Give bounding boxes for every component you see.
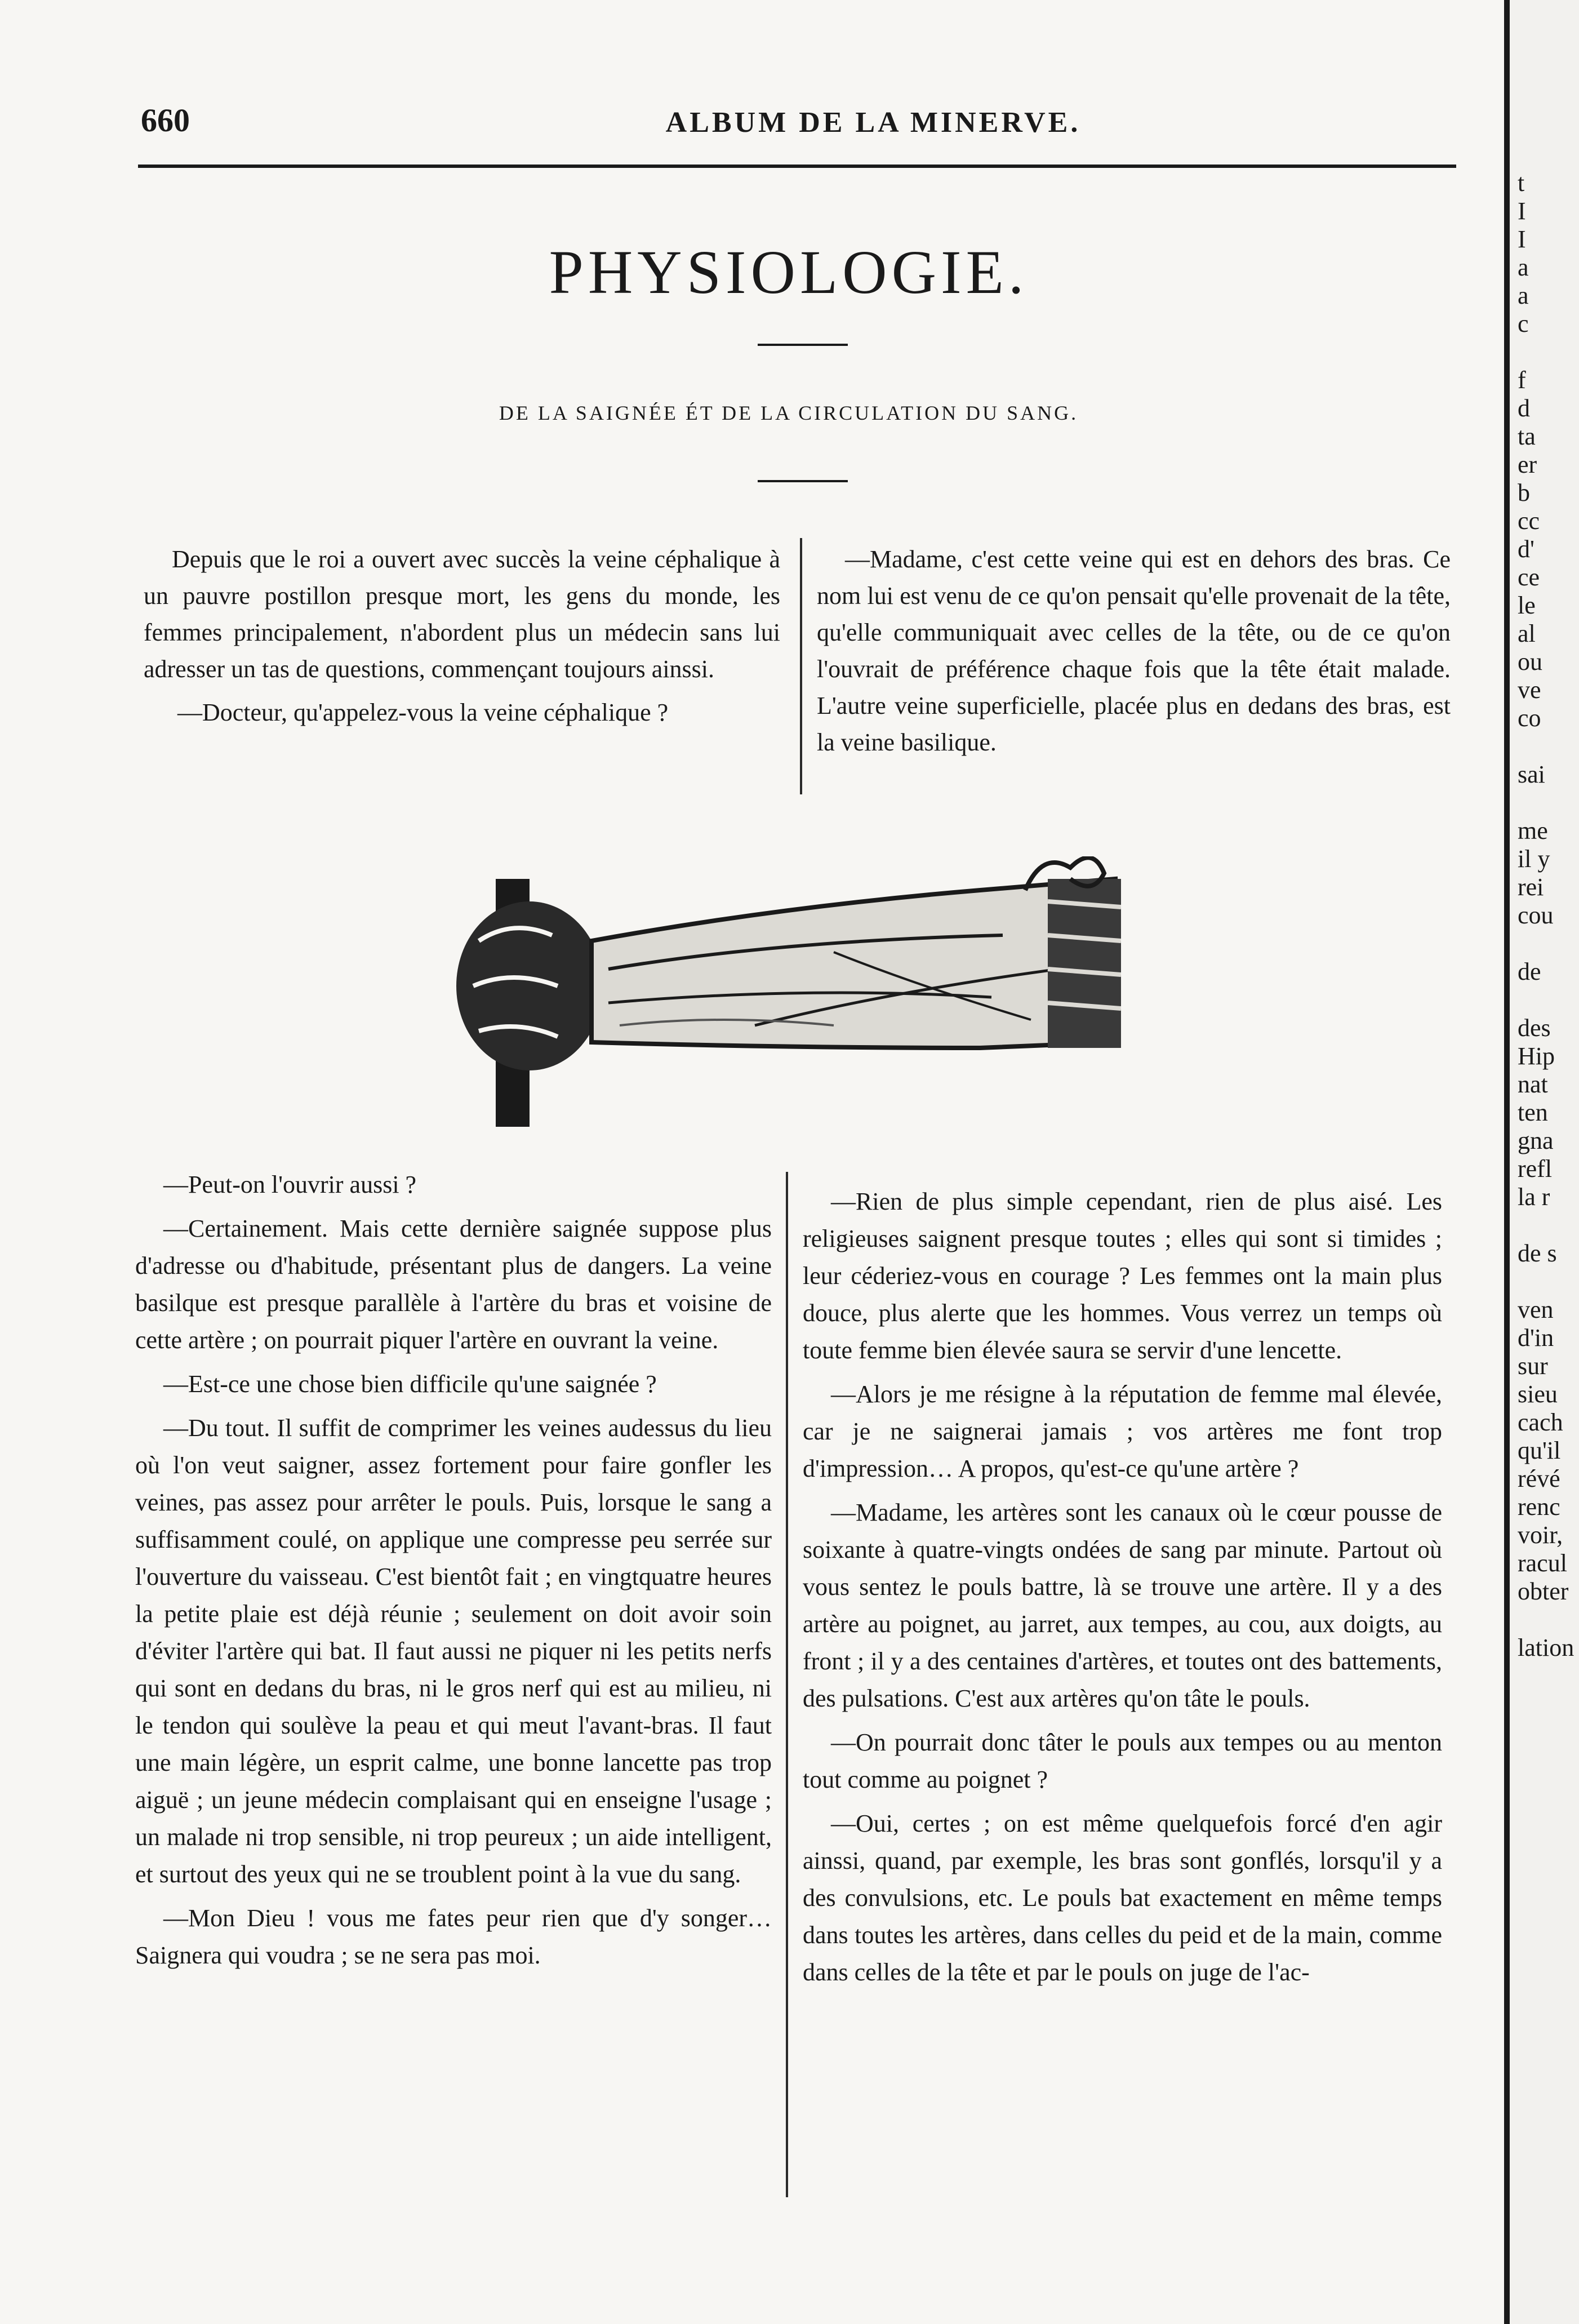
column-divider-bottom	[786, 1172, 788, 2197]
page-header	[141, 101, 1465, 146]
page-number: 660	[141, 102, 190, 139]
facing-page-fragment: voir,	[1518, 1521, 1563, 1549]
facing-page-fragment: a	[1518, 282, 1529, 309]
facing-page-fragment: racul	[1518, 1549, 1567, 1577]
paragraph: —Oui, certes ; on est même quelquefois forcé d'en agir ainssi, quand, par exemple, les bras sont gonflés, lorsqu'il y a des convulsions, etc. Le pouls bat exactement en même temps dans toutes les artères, dans celles du peid et de la main, comme dans celles de la tête et par le pouls on juge de l'ac-	[803, 1810, 1442, 1986]
column-top-left	[144, 541, 780, 737]
facing-page-fragment: ven	[1518, 1296, 1554, 1323]
paragraph: —Peut-on l'ouvrir aussi ?	[163, 1171, 417, 1198]
facing-page-fragment: sur	[1518, 1352, 1548, 1380]
facing-page-fragment: lation	[1518, 1634, 1574, 1661]
paragraph: —Docteur, qu'appelez-vous la veine céphalique ?	[177, 699, 669, 726]
facing-page-fragment: d'	[1518, 535, 1534, 563]
facing-page-fragment	[1510, 789, 1579, 817]
facing-page-fragment: ta	[1518, 423, 1536, 450]
facing-page-fragment: le	[1518, 592, 1536, 619]
facing-page-fragment: b	[1518, 479, 1530, 506]
paragraph: —Mon Dieu ! vous me fates peur rien que d'y songer… Saignera qui voudra ; se ne sera pas moi.	[135, 1904, 772, 1969]
facing-page-fragment: nat	[1518, 1070, 1548, 1098]
running-title: ALBUM DE LA MINERVE.	[665, 106, 1081, 139]
facing-page-fragment: I	[1518, 225, 1526, 253]
facing-page-text	[1510, 0, 1579, 1662]
paragraph: Depuis que le roi a ouvert avec succès la veine céphalique à un pauvre postillon presque mort, les gens du monde, les femmes principalement, n'abordent plus un médecin sans lui adresser un tas de questions, commençant toujours ainssi.	[144, 545, 780, 683]
facing-page-fragment	[1510, 986, 1579, 1014]
facing-page-fragment: a	[1518, 254, 1529, 281]
facing-page-fragment: c	[1518, 310, 1529, 337]
header-rule	[138, 165, 1456, 168]
title-rule-bottom	[758, 480, 848, 482]
paragraph: —Rien de plus simple cependant, rien de plus aisé. Les religieuses saignent presque toutes ; elles qui sont si timides ; leur céderiez-vous en courage ? Les femmes ont la main plus douce, plus alerte que les hommes. Vous verrez un temps où toute femme bien élevée saura se servir d'une lencette.	[803, 1188, 1442, 1364]
facing-page-fragment: refl	[1518, 1155, 1553, 1183]
column-divider-top	[800, 538, 802, 794]
facing-page-fragment: de	[1518, 958, 1541, 985]
facing-page-fragment: Hip	[1518, 1042, 1555, 1070]
facing-page-fragment: f	[1518, 366, 1526, 394]
facing-page-fragment: gna	[1518, 1127, 1554, 1154]
facing-page-fragment: obter	[1518, 1578, 1569, 1605]
facing-page-fragment: révé	[1518, 1465, 1560, 1492]
facing-page-fragment	[1510, 930, 1579, 958]
article-subtitle: DE LA SAIGNÉE ÉT DE LA CIRCULATION DU SANG.	[499, 402, 1079, 424]
facing-page-fragment: sieu	[1518, 1380, 1558, 1408]
paragraph: —Du tout. Il suffit de comprimer les veines audessus du lieu où l'on veut saigner, assez fortement pour faire gonfler les veines, pas assez pour arrêter le pouls. Puis, lorsque le sang a suffisamment coulé, on applique une compresse peu serrée sur l'ouverture du vaisseau. C'est bientôt fait ; en vingtquatre heures la petite plaie est déjà réunie ; seulement on doit avoir soin d'éviter l'artère qui bat. Il faut aussi ne piquer ni les petits nerfs qui sont en dedans du bras, ni le gros nerf qui est au milieu, ni le tendon qui soulève la peau et qui meut l'avant-bras. Il faut une main légère, un esprit calme, une bonne lancette pas trop aiguë ; un jeune médecin complaisant qui en enseigne l'usage ; un malade ni trop sensible, ni trop peureux ; un aide intelligent, et surtout des yeux qui ne se troublent point à la vue du sang.	[135, 1414, 772, 1888]
facing-page-fragment: cou	[1518, 901, 1554, 929]
facing-page-fragment: d	[1518, 394, 1530, 422]
facing-page-fragment: de s	[1518, 1239, 1557, 1267]
facing-page-fragment: renc	[1518, 1493, 1560, 1521]
forearm-shape	[591, 879, 1115, 1048]
paragraph: —Madame, c'est cette veine qui est en dehors des bras. Ce nom lui est venu de ce qu'on pensait qu'elle provenait de la tête, qu'elle communiquait avec celles de la tête, ou de ce qu'on l'ouvrait de préférence chaque fois que la tête était malade. L'autre veine superficielle, placée plus en dedans des bras, est la veine basilique.	[817, 545, 1451, 756]
facing-page-fragment: d'in	[1518, 1324, 1554, 1352]
facing-page-fragment: cc	[1518, 507, 1540, 535]
facing-page-fragment: me	[1518, 817, 1548, 845]
facing-page-fragment: I	[1518, 197, 1526, 225]
facing-page-fragment: al	[1518, 620, 1536, 647]
facing-page-fragment: ou	[1518, 648, 1542, 676]
facing-page-fragment: t	[1518, 169, 1525, 197]
facing-page-fragment: sai	[1518, 761, 1545, 788]
forearm-illustration	[439, 856, 1121, 1149]
facing-page-fragment	[1510, 338, 1579, 366]
facing-page-fragment	[1510, 1268, 1579, 1296]
title-rule-top	[758, 344, 848, 346]
facing-page-fragment: rei	[1518, 873, 1544, 901]
paragraph: —Certainement. Mais cette dernière saignée suppose plus d'adresse ou d'habitude, présentant plus de dangers. La veine basilque est presque parallèle à l'artère du bras et voisine de cette artère ; on pourrait piquer l'artère en ouvrant la veine.	[135, 1215, 772, 1354]
facing-page-fragment: cach	[1518, 1408, 1563, 1436]
facing-page-fragment	[1510, 732, 1579, 761]
facing-page-edge	[1504, 0, 1579, 2324]
article-title: PHYSIOLOGIE.	[549, 238, 1029, 306]
facing-page-fragment: la r	[1518, 1183, 1550, 1211]
column-bottom-left	[135, 1166, 772, 1981]
column-bottom-right	[803, 1183, 1442, 1998]
facing-page-fragment	[1510, 1606, 1579, 1634]
paragraph: —Madame, les artères sont les canaux où le cœur pousse de soixante à quatre-vingts ondées de sang par minute. Partout où vous sentez le pouls battre, là se trouve une artère. Il y a des artère au poignet, au jarret, aux tempes, au cou, aux doigts, au front ; il y a des centaines d'artères, et toutes ont des battements, des pulsations. C'est aux artères qu'on tâte le pouls.	[803, 1499, 1442, 1712]
facing-page-fragment: co	[1518, 704, 1541, 732]
facing-page-fragment: il y	[1518, 845, 1550, 873]
paragraph: —Alors je me résigne à la réputation de femme mal élevée, car je ne saignerai jamais ; vos artères me font trop d'impression… A propos, qu'est-ce qu'une artère ?	[803, 1380, 1442, 1482]
facing-page-fragment: des	[1518, 1014, 1551, 1042]
facing-page-fragment	[1510, 1211, 1579, 1239]
facing-page-fragment: ve	[1518, 676, 1541, 704]
facing-page-fragment: qu'il	[1518, 1437, 1561, 1464]
facing-page-fragment: ce	[1518, 563, 1540, 591]
column-top-right	[817, 541, 1451, 767]
paragraph: —Est-ce une chose bien difficile qu'une saignée ?	[163, 1370, 657, 1398]
facing-page-fragment: ten	[1518, 1099, 1548, 1126]
paragraph: —On pourrait donc tâter le pouls aux tempes ou au menton tout comme au poignet ?	[803, 1728, 1442, 1793]
facing-page-fragment: er	[1518, 451, 1537, 478]
